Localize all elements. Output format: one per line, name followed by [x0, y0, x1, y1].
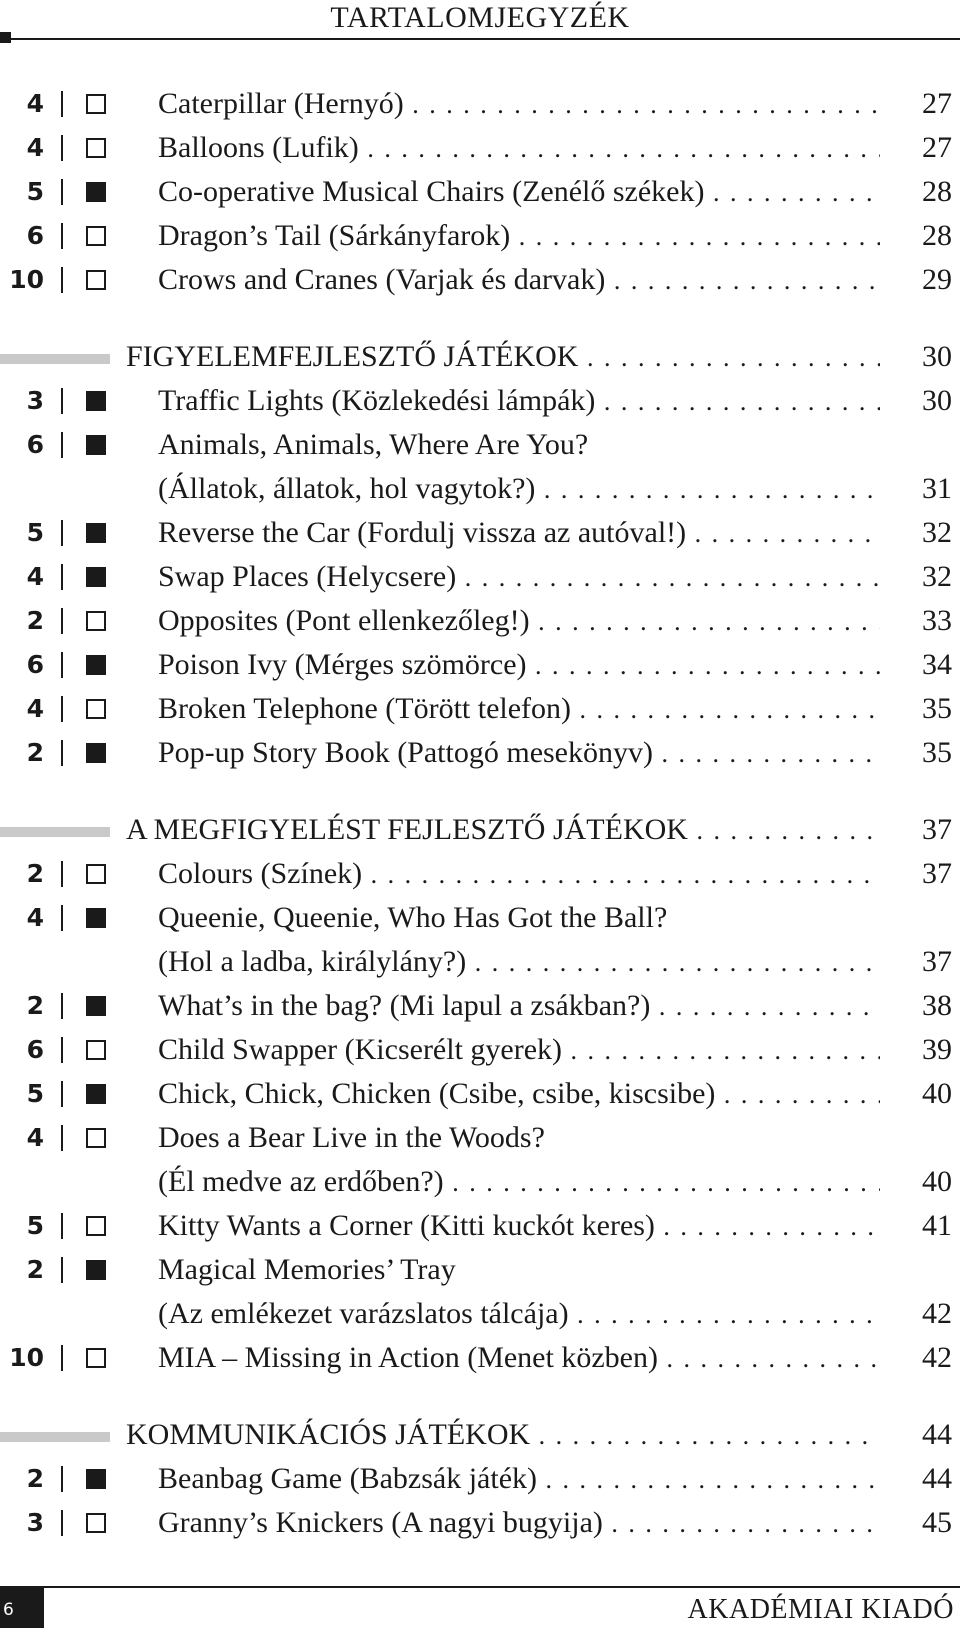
page-number: 39	[922, 1033, 952, 1066]
toc-entry	[0, 214, 960, 258]
toc-entry	[0, 687, 960, 731]
entry-title: Dragon’s Tail (Sárkányfarok) . . .	[158, 214, 880, 258]
entry-title: (Él medve az erdőben?) . . .	[158, 1160, 880, 1204]
separator-bar	[61, 135, 63, 161]
age-label: 6	[26, 1035, 44, 1064]
age-label: 4	[26, 1123, 44, 1152]
separator-bar	[61, 696, 63, 722]
age-label: 3	[26, 386, 44, 415]
toc-entry	[0, 599, 960, 643]
footer-publisher: AKADÉMIAI KIADÓ	[687, 1594, 954, 1625]
empty-square-icon	[86, 699, 106, 719]
filled-square-icon	[86, 182, 106, 202]
page-number: 41	[922, 1209, 952, 1242]
table-of-contents	[0, 82, 960, 1545]
entry-title: Beanbag Game (Babzsák játék) . . .	[158, 1457, 880, 1501]
separator-bar	[61, 1081, 63, 1107]
section-title: KOMMUNIKÁCIÓS JÁTÉKOK . . .	[126, 1413, 880, 1457]
age-label: 4	[26, 89, 44, 118]
empty-square-icon	[86, 270, 106, 290]
page-number: 32	[922, 516, 952, 549]
separator-bar	[61, 740, 63, 766]
separator-bar	[61, 1510, 63, 1536]
page-header	[0, 0, 960, 44]
empty-square-icon	[86, 611, 106, 631]
empty-square-icon	[86, 1513, 106, 1533]
toc-entry	[0, 896, 960, 984]
section-marker-bar	[0, 354, 110, 364]
separator-bar	[61, 1037, 63, 1063]
section-gap	[0, 302, 960, 335]
toc-entry	[0, 984, 960, 1028]
filled-square-icon	[86, 655, 106, 675]
age-label: 6	[26, 430, 44, 459]
page-number: 37	[922, 813, 952, 846]
entry-title: What’s in the bag? (Mi lapul a zsákban?) . . .	[158, 984, 880, 1028]
separator-bar	[61, 993, 63, 1019]
filled-square-icon	[86, 567, 106, 587]
age-label: 10	[9, 265, 44, 294]
entry-title: (Az emlékezet varázslatos tálcája) . . .	[158, 1292, 880, 1336]
page-number: 42	[922, 1297, 952, 1330]
separator-bar	[61, 564, 63, 590]
age-label: 6	[26, 650, 44, 679]
footer-page-number: 6	[0, 1588, 44, 1628]
separator-bar	[61, 520, 63, 546]
empty-square-icon	[86, 138, 106, 158]
page-number: 31	[922, 472, 952, 505]
entry-title: Chick, Chick, Chicken (Csibe, csibe, kiscsibe) . . .	[158, 1072, 880, 1116]
filled-square-icon	[86, 1260, 106, 1280]
toc-entry	[0, 1072, 960, 1116]
age-label: 4	[26, 562, 44, 591]
separator-bar	[61, 905, 63, 931]
page-number: 29	[922, 263, 952, 296]
filled-square-icon	[86, 908, 106, 928]
toc-entry	[0, 379, 960, 423]
section-gap	[0, 775, 960, 808]
entry-title: Does a Bear Live in the Woods?	[158, 1121, 545, 1154]
section-title: FIGYELEMFEJLESZTŐ JÁTÉKOK . . .	[126, 335, 880, 379]
entry-title: Child Swapper (Kicserélt gyerek) . . .	[158, 1028, 880, 1072]
page-number: 35	[922, 736, 952, 769]
section-heading	[0, 808, 960, 852]
age-label: 5	[26, 177, 44, 206]
age-label: 4	[26, 694, 44, 723]
age-label: 2	[26, 1464, 44, 1493]
separator-bar	[61, 1213, 63, 1239]
page-number: 30	[922, 384, 952, 417]
empty-square-icon	[86, 1128, 106, 1148]
page-number: 34	[922, 648, 952, 681]
empty-square-icon	[86, 1216, 106, 1236]
separator-bar	[61, 179, 63, 205]
entry-title: (Hol a ladba, királylány?) . . .	[158, 940, 880, 984]
age-label: 2	[26, 991, 44, 1020]
toc-entry	[0, 1028, 960, 1072]
separator-bar	[61, 267, 63, 293]
toc-entry	[0, 258, 960, 302]
toc-entry	[0, 1336, 960, 1380]
age-label: 6	[26, 221, 44, 250]
toc-entry	[0, 126, 960, 170]
separator-bar	[61, 1466, 63, 1492]
page-number: 32	[922, 560, 952, 593]
age-label: 2	[26, 859, 44, 888]
toc-entry	[0, 731, 960, 775]
entry-title: Co-operative Musical Chairs (Zenélő székek) . . .	[158, 170, 880, 214]
filled-square-icon	[86, 996, 106, 1016]
entry-title: Animals, Animals, Where Are You?	[158, 428, 589, 461]
section-gap	[0, 1380, 960, 1413]
page-number: 27	[922, 87, 952, 120]
page-number: 40	[922, 1077, 952, 1110]
toc-entry	[0, 1116, 960, 1204]
separator-bar	[61, 432, 63, 458]
empty-square-icon	[86, 864, 106, 884]
entry-title: Opposites (Pont ellenkezőleg!) . . .	[158, 599, 880, 643]
empty-square-icon	[86, 226, 106, 246]
separator-bar	[61, 388, 63, 414]
entry-title: Traffic Lights (Közlekedési lámpák) . . .	[158, 379, 880, 423]
page-number: 37	[922, 857, 952, 890]
toc-entry	[0, 1204, 960, 1248]
toc-entry	[0, 852, 960, 896]
entry-title: Caterpillar (Hernyó) . . .	[158, 82, 880, 126]
age-label: 5	[26, 518, 44, 547]
entry-title: Granny’s Knickers (A nagyi bugyija) . . .	[158, 1501, 880, 1545]
page-title: TARTALOMJEGYZÉK	[330, 1, 630, 34]
entry-title: Balloons (Lufik) . . .	[158, 126, 880, 170]
section-marker-bar	[0, 827, 110, 837]
toc-entry	[0, 423, 960, 511]
age-label: 2	[26, 738, 44, 767]
page-number: 35	[922, 692, 952, 725]
page-number: 44	[922, 1418, 952, 1451]
separator-bar	[61, 861, 63, 887]
empty-square-icon	[86, 1348, 106, 1368]
filled-square-icon	[86, 743, 106, 763]
footer-rule	[0, 1586, 960, 1588]
separator-bar	[61, 91, 63, 117]
entry-title: MIA – Missing in Action (Menet közben) . . .	[158, 1336, 880, 1380]
filled-square-icon	[86, 391, 106, 411]
toc-entry	[0, 555, 960, 599]
entry-title: (Állatok, állatok, hol vagytok?) . . .	[158, 467, 880, 511]
page-number: 27	[922, 131, 952, 164]
age-label: 5	[26, 1211, 44, 1240]
age-label: 4	[26, 903, 44, 932]
filled-square-icon	[86, 523, 106, 543]
separator-bar	[61, 1345, 63, 1371]
page-number: 45	[922, 1506, 952, 1539]
entry-title: Queenie, Queenie, Who Has Got the Ball?	[158, 901, 668, 934]
entry-title: Reverse the Car (Fordulj vissza az autóval!) . . .	[158, 511, 880, 555]
separator-bar	[61, 608, 63, 634]
page-number: 30	[922, 340, 952, 373]
entry-title: Swap Places (Helycsere) . . .	[158, 555, 880, 599]
entry-title: Poison Ivy (Mérges szömörce) . . .	[158, 643, 880, 687]
section-heading	[0, 1413, 960, 1457]
age-label: 2	[26, 1255, 44, 1284]
filled-square-icon	[86, 435, 106, 455]
age-label: 10	[9, 1343, 44, 1372]
filled-square-icon	[86, 1084, 106, 1104]
toc-entry	[0, 1457, 960, 1501]
toc-entry	[0, 643, 960, 687]
section-marker-bar	[0, 1432, 110, 1442]
separator-bar	[61, 223, 63, 249]
toc-entry	[0, 1248, 960, 1336]
page-number: 38	[922, 989, 952, 1022]
header-rule	[10, 38, 960, 40]
page-number: 42	[922, 1341, 952, 1374]
entry-title: Kitty Wants a Corner (Kitti kuckót keres) . . .	[158, 1204, 880, 1248]
separator-bar	[61, 1257, 63, 1283]
section-title: A MEGFIGYELÉST FEJLESZTŐ JÁTÉKOK . . .	[126, 808, 880, 852]
separator-bar	[61, 652, 63, 678]
section-heading	[0, 335, 960, 379]
page-number: 33	[922, 604, 952, 637]
separator-bar	[61, 1125, 63, 1151]
toc-entry	[0, 511, 960, 555]
entry-title: Colours (Színek) . . .	[158, 852, 880, 896]
empty-square-icon	[86, 1040, 106, 1060]
filled-square-icon	[86, 1469, 106, 1489]
entry-title: Crows and Cranes (Varjak és darvak) . . .	[158, 258, 880, 302]
page-number: 44	[922, 1462, 952, 1495]
page-number: 28	[922, 175, 952, 208]
entry-title: Pop-up Story Book (Pattogó mesekönyv) . . .	[158, 731, 880, 775]
empty-square-icon	[86, 94, 106, 114]
age-label: 4	[26, 133, 44, 162]
page-number: 40	[922, 1165, 952, 1198]
age-label: 5	[26, 1079, 44, 1108]
page-number: 37	[922, 945, 952, 978]
page-footer	[0, 1586, 960, 1629]
entry-title: Magical Memories’ Tray	[158, 1253, 456, 1286]
toc-entry	[0, 82, 960, 126]
age-label: 3	[26, 1508, 44, 1537]
toc-entry	[0, 1501, 960, 1545]
page-number: 28	[922, 219, 952, 252]
toc-entry	[0, 170, 960, 214]
entry-title: Broken Telephone (Törött telefon) . . .	[158, 687, 880, 731]
age-label: 2	[26, 606, 44, 635]
